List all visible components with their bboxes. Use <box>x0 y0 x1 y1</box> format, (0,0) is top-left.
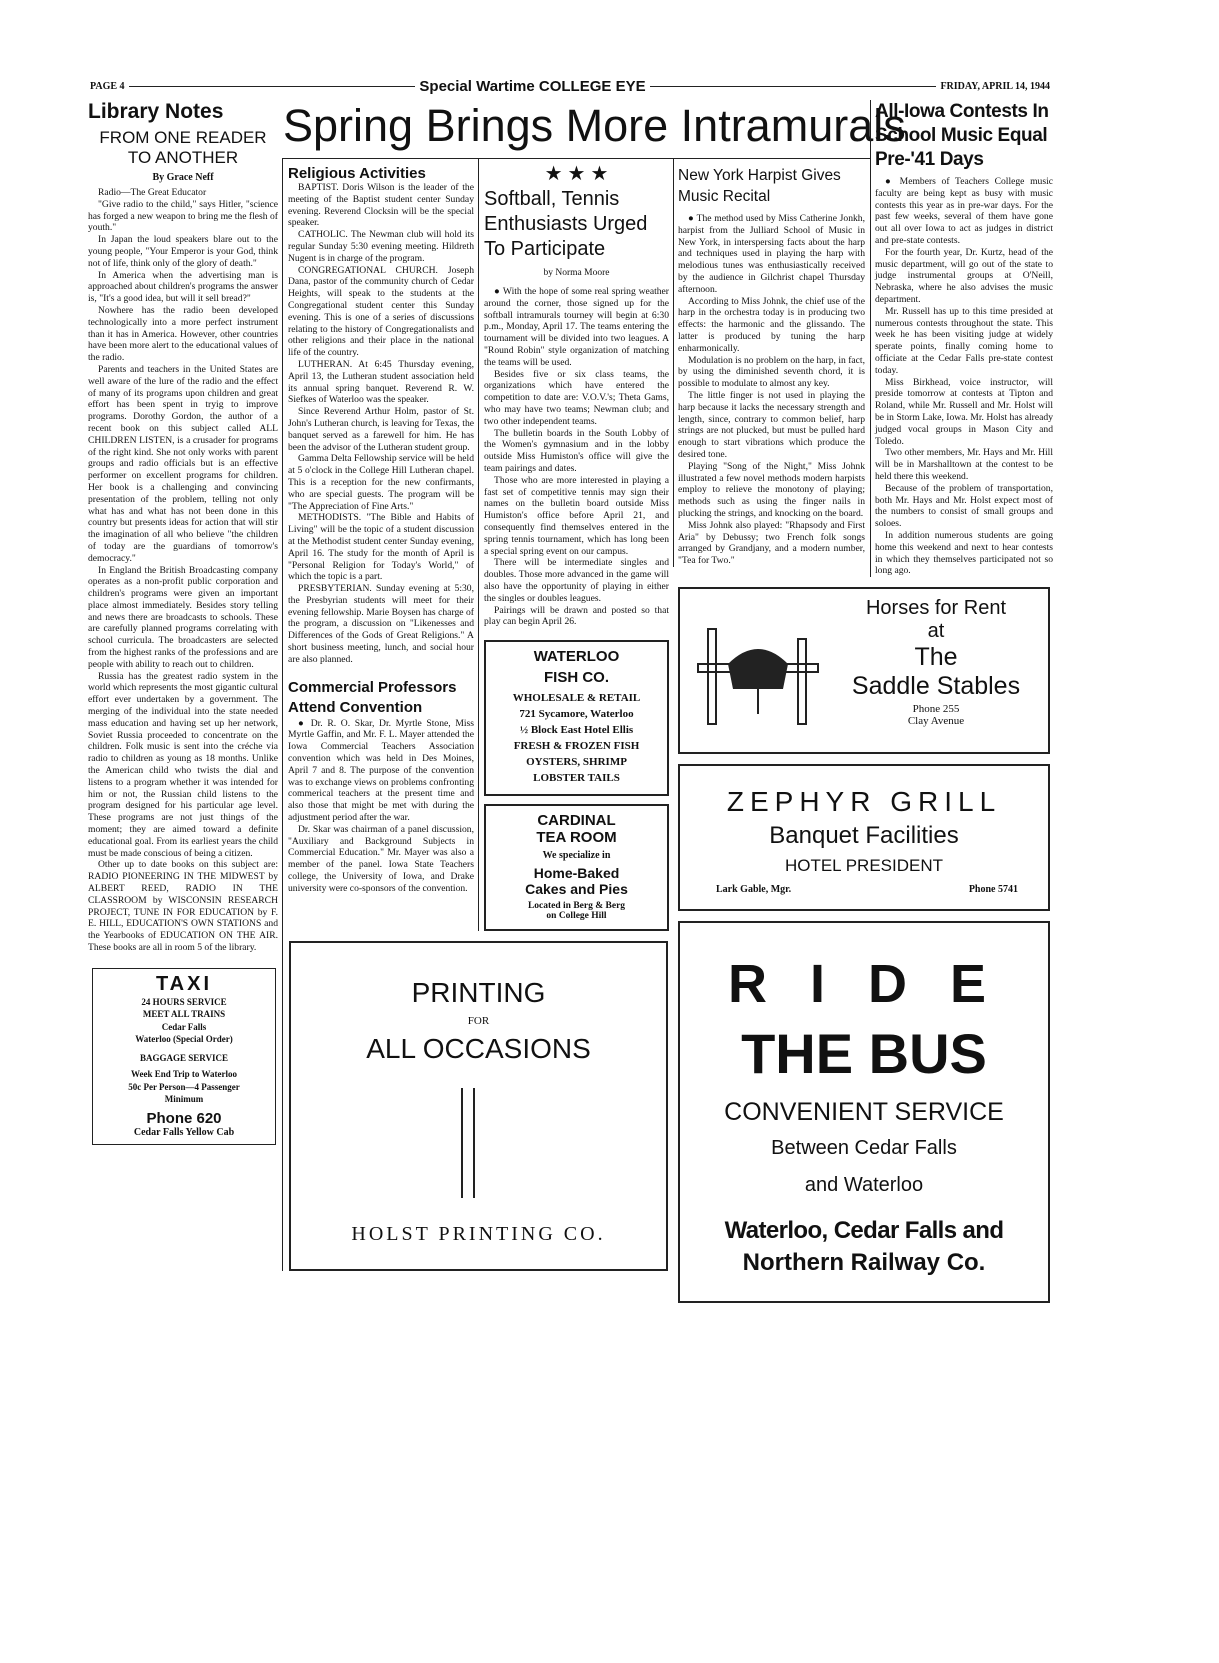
paragraph: Parents and teachers in the United States are well aware of the lure of the radio and the effect of many of its programs upon children and great effort has been spent in tryig to improve programs. Dorothy Gordon, the author of a recent book on this subject called ALL CHILDREN LISTEN, is a crusader for programs of the right kind. She not only works with parent groups and radio officials but is an effective performer on excellent programs for children. Her book is a challenging and convincing presentation of the problem, telling not only what has and what has not been done in this country but presents ideas for action that will stir the imagination of all who believe "the children of today are the guardians of tomorrow's democracy." <box>88 363 278 564</box>
paragraph: Two other members, Mr. Hays and Mr. Hill will be in Marshalltown at the contest to be held there this weekend. <box>875 447 1053 482</box>
paragraph: The bulletin boards in the South Lobby of the Women's gymnasium and in the lobby outside Miss Humiston's office will give the team pairings and dates. <box>484 427 669 474</box>
ad-manager: Lark Gable, Mgr. <box>716 884 792 896</box>
paragraph: For the fourth year, Dr. Kurtz, head of the music department, will go out of the state to judge instrumental groups at O'Neill, Nebraska, where he also advises the music department. <box>875 246 1053 305</box>
ad-line: LOBSTER TAILS <box>533 772 620 785</box>
printing-ornament <box>461 1088 475 1198</box>
waterloo-fish-ad <box>484 640 669 796</box>
byline: By Grace Neff <box>152 172 214 183</box>
ad-line: 50c Per Person—4 Passenger <box>128 1081 240 1092</box>
ad-line: Waterloo (Special Order) <box>135 1034 233 1045</box>
ad-line: Saddle Stables <box>851 671 1021 700</box>
ad-line: We specialize in <box>542 850 611 862</box>
subtitle: TO ANOTHER <box>127 148 239 167</box>
ad-line: Between Cedar Falls <box>771 1137 957 1160</box>
ad-line: Located in Berg & Berg <box>527 901 626 912</box>
ad-phone: Phone 620 <box>146 1109 222 1127</box>
softball-article <box>484 187 669 628</box>
right-block <box>673 100 1053 1303</box>
ad-line: BAGGAGE SERVICE <box>140 1052 228 1063</box>
saddle-stables-ad <box>678 587 1050 754</box>
paragraph: Gamma Delta Fellowship service will be held at 5 o'clock in the College Hill Lutheran chapel. This is a reception for the new confirmants, who are special guests. The program will be "The Appreciation of Fine Arts." <box>288 453 474 512</box>
ad-line: PRINTING <box>411 977 546 1009</box>
taxi-ad <box>92 968 276 1145</box>
all-iowa-article <box>875 100 1053 577</box>
ad-line: Home-Baked <box>533 865 620 882</box>
article-title: Library Notes <box>88 100 224 123</box>
middle-block <box>282 158 674 1271</box>
paragraph: Modulation is no problem on the harp, in fact, by using the diminished seventh chord, it is possible to modulate to almost any key. <box>678 354 865 390</box>
ad-phone: Phone 5741 <box>968 884 1018 896</box>
paragraph: ● Dr. R. O. Skar, Dr. Myrtle Stone, Miss Myrtle Gaffin, and Mr. F. L. Mayer attended the Iowa Commercial Teachers Association convention which was held in Des Moines, April 7 and 8. The purpose of the convention was to exchange views on problems confronting commerical teachers at the present time and also those that might be met with during the adjustment period after the war. <box>288 717 474 824</box>
zephyr-grill-ad <box>678 764 1050 911</box>
ad-address: Clay Avenue <box>907 715 965 728</box>
paragraph: The little finger is not used in playing the harp because it lacks the necessary strength and length, since, contrary to common belief, harp strings are not plucked, but must be pulled hard enough to start vibrations which produce the desired tone. <box>678 389 865 460</box>
ad-line: 24 HOURS SERVICE <box>141 996 227 1007</box>
paragraph: Mr. Russell has up to this time presided at numerous contests throughout the state. This week he has been visiting judge at widely sperate points, finally coming home to officiate at the Cedar Falls pre-state contest today. <box>875 305 1053 376</box>
paragraph: There will be intermediate singles and doubles. Those more advanced in the game will also have the opportunity of playing in either the singles or doubles leagues. <box>484 557 669 604</box>
paragraph: According to Miss Johnk, the chief use of the harp in the orchestra today is in producing two effects: the harmonic and the glissando. The latter is produced by tuning the harp enharmonically. <box>678 295 865 354</box>
ad-line: on College Hill <box>546 911 607 922</box>
paragraph: In England the British Broadcasting company operates as a non-profit public corporation and children's programs were given an important place almost immediately. Besides story telling and news there are broadcasts to schools. These are carefully planned programs correlating with school curricula. The broadcasters are selected from the highest ranks of the professions and are people with ability to reach out to children. <box>88 564 278 670</box>
ad-line: MEET ALL TRAINS <box>142 1009 226 1020</box>
paragraph: Nowhere has the radio been developed technologically into a more perfect instrument than it has in America. However, other countries have been more alert to the educational values of the radio. <box>88 304 278 364</box>
article-title: Commercial Professors Attend Convention <box>288 678 457 716</box>
subtitle: FROM ONE READER <box>99 128 267 147</box>
paragraph: Other up to date books on this subject are: RADIO PIONEERING IN THE MIDWEST by ALBERT REED, RADIO IN THE CLASSROOM by WISCONSIN RESEARCH PROJECT, TUNE IN FOR EDUCATION by F. E. HILL, EDUCATION'S OWN STATIONS and the Yearbooks of EDUCATION ON THE AIR. These books are all in room 5 of the library. <box>88 859 278 953</box>
paragraph: ● The method used by Miss Catherine Jonkh, harpist from the Julliard School of Music in New York, in interspersing facts about the harp and techniques used in playing the harp with melodious tunes was enthusiastically received by the audience in Gilchrist chapel Thursday afternoon. <box>678 213 865 295</box>
stars-ornament: ★ ★ ★ <box>544 163 609 185</box>
paragraph: ● Members of Teachers College music faculty are being kept as busy with music contests this year as in pre-war days. For the past few weeks, several of them have gone out all over Iowa to act as judges in district and pre-state contests. <box>875 176 1053 246</box>
ride-the-bus-ad <box>678 921 1050 1303</box>
ad-line: THE BUS <box>741 1022 987 1086</box>
paragraph: CONGREGATIONAL CHURCH. Joseph Dana, pastor of the community church of Cedar Heights, will speak to the students at the Congregational student center this Sunday evening. This is one of a series of discussions relating to the history of Congregationalists and other religions and their place in the national life of the country. <box>288 264 474 359</box>
ad-line: WHOLESALE & RETAIL <box>512 692 641 705</box>
ad-line: Cedar Falls <box>161 1021 207 1032</box>
paragraph: PRESBYTERIAN. Sunday evening at 5:30, the Presbyrian students will meet for their evening fellowship. Marie Boysen has charge of the program, a discussion on "Likenesses and Differences of the Gods of Great Religions." A short business meeting, lunch, and social hour are also planned. <box>288 583 474 665</box>
ad-line: ALL OCCASIONS <box>366 1033 591 1065</box>
ad-title: WATERLOO <box>533 648 620 666</box>
ad-line: Horses for Rent <box>865 597 1007 620</box>
sports-column <box>479 159 674 931</box>
paragraph: LUTHERAN. At 6:45 Thursday evening, April 13, the Lutheran student association held its annual spring banquet. Reverend R. W. Siefkes of Waterloo was the speaker. <box>288 358 474 406</box>
ad-line: at <box>927 620 945 643</box>
paragraph: In America when the advertising man is approached about children's programs the answer is, "It's a good idea, but will it sell bread?" <box>88 269 278 305</box>
harpist-article <box>678 165 865 567</box>
ad-line: Waterloo, Cedar Falls and <box>724 1217 1004 1245</box>
ad-line: Northern Railway Co. <box>742 1249 986 1277</box>
ad-title: CARDINAL <box>537 812 616 830</box>
music-column <box>870 100 1053 577</box>
paragraph: Dr. Skar was chairman of a panel discussion, "Auxiliary and Background Subjects in Commercial Education." Mr. Mayer was also a member of the panel. Iowa State Teachers college, the University of Iowa, and Drake university were co-sponsors of the convention. <box>288 823 474 894</box>
paragraph: Since Reverend Arthur Holm, pastor of St. John's Lutheran church, is leaving for Texas, the banquet served as a farewell for him. He has been the advisor of the Lutheran student group. <box>288 406 474 453</box>
article-title: Softball, Tennis Enthusiasts Urged To Participate <box>484 188 648 260</box>
paragraph: ● With the hope of some real spring weather around the corner, those signed up for the softball intramurals tourney will begin at 6:30 p.m., Monday, April 17. The teams entering the tournament will be divided into two leagues. A "Round Robin" style organization of matching the teams will be used. <box>484 286 669 368</box>
paragraph: Miss Johnk also played: "Rhapsody and First Aria" by Debussy; two French folk songs arranged by Grandjany, and a modern number, "Tea for Two." <box>678 519 865 567</box>
paragraph: In addition numerous students are going home this weekend and next to hear contests in which they themselves participated not so long ago. <box>875 529 1053 577</box>
ad-line: and Waterloo <box>804 1174 924 1197</box>
ad-line: R I D E <box>727 954 1001 1015</box>
saddle-fence-icon <box>688 619 828 729</box>
paragraph: Pairings will be drawn and posted so that play can begin April 26. <box>484 604 669 628</box>
paragraph: Russia has the greatest radio system in the world which represents the most gigantic cultural effort ever undertaken by a government. The merging of the individual into the state needed mass education and having set up her network, Soviet Russia proceeded to concentrate on the children. Folk music is sent into the créche via radio to children as young as 18 months. Unlike the American child who twists the dial and listens to a program whether it was intended for him or not, the Russian child listens to the program designed for his particular age level. These programs are not just things of the moment; they are aimed toward a definite educational goal. From its earliest years the child must be made conscious of being a citizen. <box>88 670 278 859</box>
ad-company: Cedar Falls Yellow Cab <box>133 1126 235 1138</box>
ad-line: HOTEL PRESIDENT <box>784 856 944 876</box>
religion-column <box>283 159 479 931</box>
cardinal-tea-room-ad <box>484 804 669 931</box>
issue-date: FRIDAY, APRIL 14, 1944 <box>940 81 1050 92</box>
ad-line: The <box>914 643 958 672</box>
ad-line: ½ Block East Hotel Ellis <box>519 724 634 737</box>
headline: Spring Brings More Intramurals <box>283 100 906 151</box>
ad-company: HOLST PRINTING CO. <box>351 1223 606 1246</box>
ad-line: Cakes and Pies <box>525 881 628 898</box>
paragraph: Playing "Song of the Night," Miss Johnk illustrated a few novel methods modern harpists employ to relieve the monotony of playing; methods such as using the finger nails in plucking the strings, and knocking on the board. <box>678 460 865 519</box>
holst-printing-ad <box>289 941 668 1271</box>
paragraph: In Japan the loud speakers blare out to the young people, "Your Emperor is your God, think not of life, think only of the glory of death." <box>88 234 278 269</box>
ad-line: FOR <box>467 1015 490 1028</box>
religious-activities-article <box>288 165 474 666</box>
paragraph: METHODISTS. "The Bible and Habits of Living" will be the topic of a student discussion at the Methodist student center Sunday evening, April 16. The study for the month of April is "Personal Religion for Today's World," of which the topic is a part. <box>288 512 474 583</box>
ad-line: FRESH & FROZEN FISH <box>513 740 640 753</box>
ad-title: TAXI <box>155 972 213 995</box>
ad-line: OYSTERS, SHRIMP <box>526 756 627 769</box>
ad-line: Banquet Facilities <box>769 822 959 850</box>
paragraph: Miss Birkhead, voice instructor, will preside tomorrow at contests at Tipton and Roland, while Mr. Russell and Mr. Holst will be in Storm Lake, Iowa. Mr. Holst has already judged vocal groups in Mason City and Toledo. <box>875 376 1053 447</box>
ad-title: TEA ROOM <box>536 829 617 847</box>
masthead-title: Special Wartime COLLEGE EYE <box>419 78 646 95</box>
paragraph: Radio—The Great Educator <box>98 187 207 198</box>
masthead <box>90 78 1050 95</box>
paragraph: "Give radio to the child," says Hitler, "science has forged a new weapon to bring me the flesh of youth." <box>88 198 278 234</box>
byline: by Norma Moore <box>543 268 610 278</box>
paragraph: Besides five or six class teams, the organizations which have entered the competition to date are: V.O.V.'s; Theta Gams, who may have two teams; Newman club; and two other independent teams. <box>484 368 669 427</box>
ad-line: Week End Trip to Waterloo <box>130 1069 237 1080</box>
paragraph: CATHOLIC. The Newman club will hold its regular Sunday 5:30 evening meeting. Hildreth Nugent is in charge of the program. <box>288 229 474 264</box>
ad-title: FISH CO. <box>543 669 609 687</box>
page-number: PAGE 4 <box>90 81 125 92</box>
library-notes-article <box>88 100 278 954</box>
left-column <box>88 100 278 1145</box>
article-title: Religious Activities <box>288 165 426 182</box>
paragraph: BAPTIST. Doris Wilson is the leader of the meeting of the Baptist student center Sunday evening. Reverend Clocksin will be the special speaker. <box>288 182 474 229</box>
article-title: New York Harpist Gives Music Recital <box>678 167 841 205</box>
ad-line: CONVENIENT SERVICE <box>724 1098 1004 1127</box>
ad-line: 721 Sycamore, Waterloo <box>519 708 634 721</box>
harpist-column <box>673 158 870 567</box>
paragraph: Those who are more interested in playing a fast set of competitive tennis may sign their names on the bulletin board outside Miss Humiston's office before April 21, and consequently find themselves entered in the spring tennis tournament, which has long been a special spring event on our campus. <box>484 474 669 557</box>
commercial-professors-article <box>288 678 474 895</box>
paragraph: Because of the problem of transportation, both Mr. Hays and Mr. Holst expect most of the numbers to consist of small groups and soloes. <box>875 482 1053 530</box>
ad-phone: Phone 255 <box>912 702 960 715</box>
article-title: All-Iowa Contests In School Music Equal Pre-'41 Days <box>875 101 1049 170</box>
ad-line: Minimum <box>164 1094 204 1105</box>
ad-title: ZEPHYR GRILL <box>726 786 1002 818</box>
